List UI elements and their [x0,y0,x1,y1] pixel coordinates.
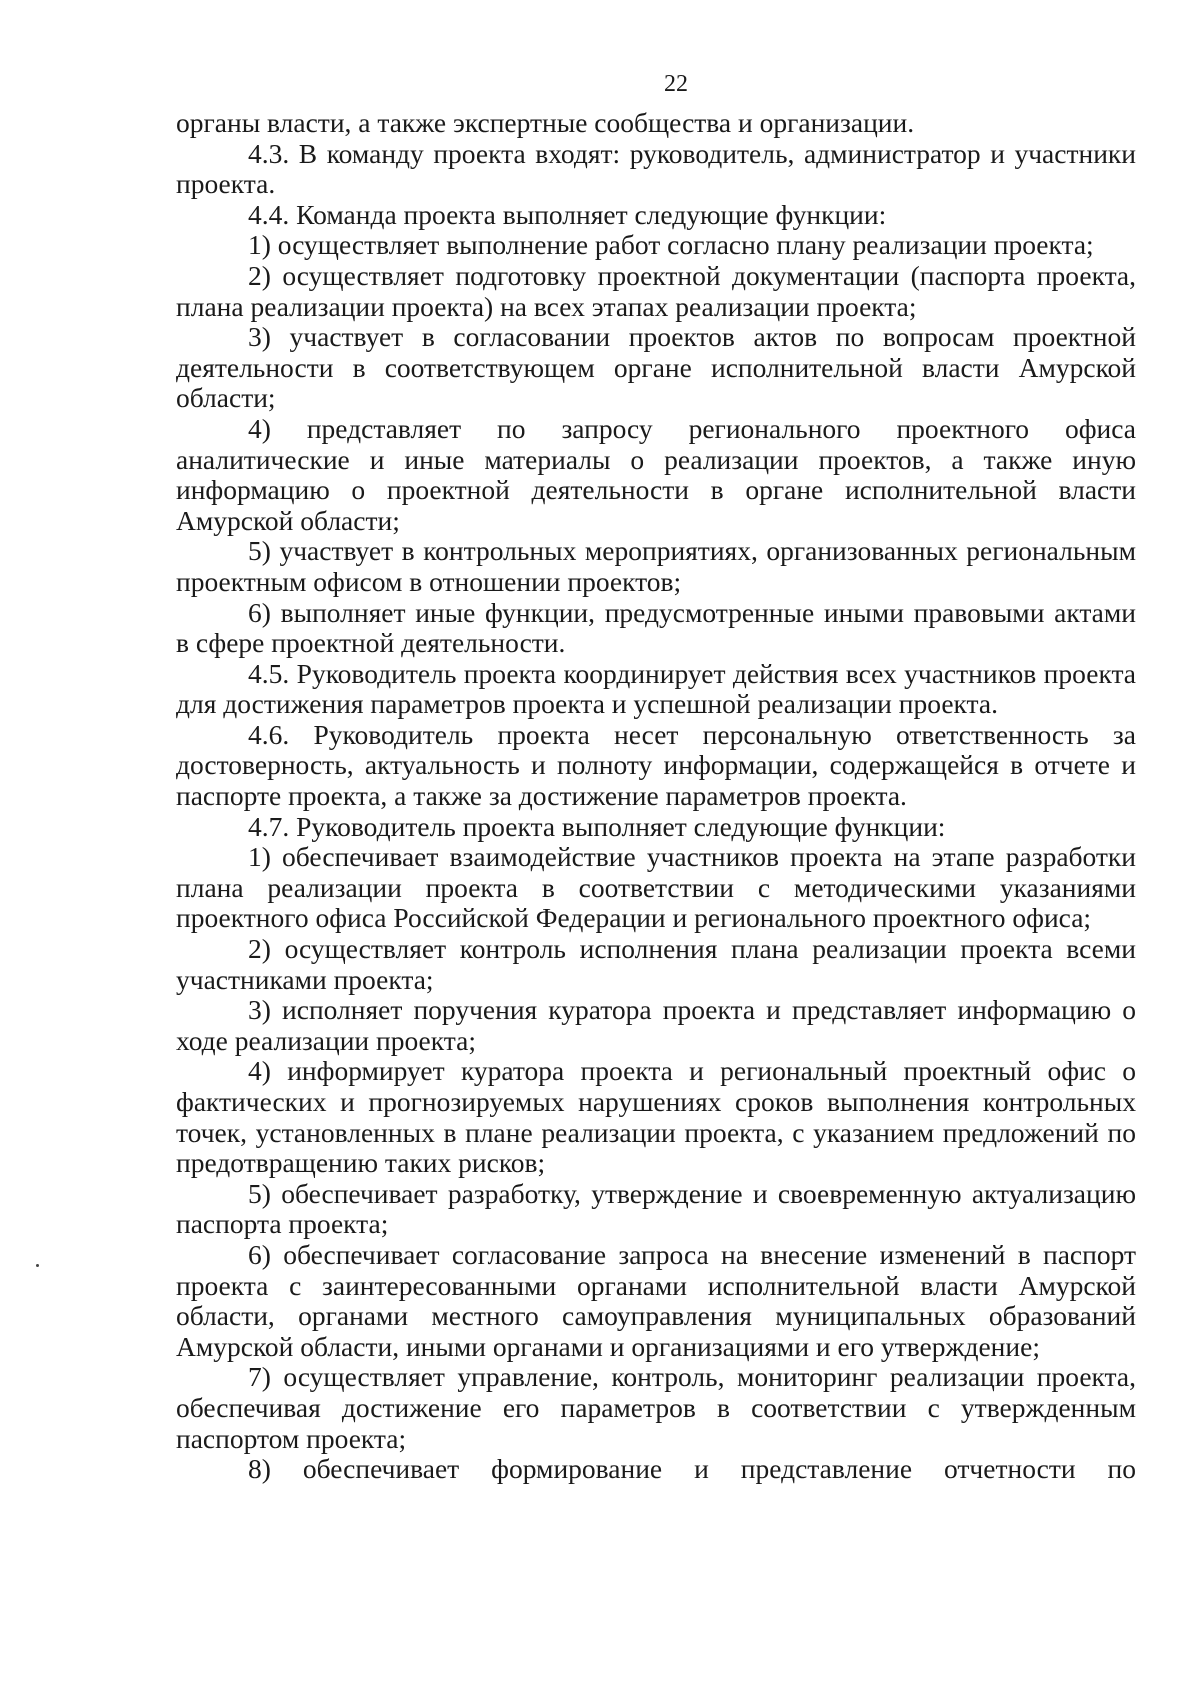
paragraph: 5) участвует в контрольных мероприятиях, организованных региональным проектным офисом в отношении проектов; [176,535,1136,597]
paragraph: 6) обеспечивает согласование запроса на внесение изменений в паспорт проекта с заинтересованными органами исполнительной власти Амурской области, органами местного самоуправления муниципальных образований Амурской области, иными органами и организациями и его утверждение; [176,1238,1136,1362]
paragraph: 4) информирует куратора проекта и региональный проектный офис о фактических и прогнозируемых нарушениях сроков выполнения контрольных точек, установленных в плане реализации проекта, с указанием предложений по предотвращению таких рисков; [176,1055,1136,1179]
paragraph: 3) исполняет поручения куратора проекта и представляет информацию о ходе реализации проекта; [176,994,1136,1056]
paragraph: 4.6. Руководитель проекта несет персональную ответственность за достоверность, актуальность и полноту информации, содержащейся в отчете и паспорте проекта, а также за достижение параметров проекта. [176,718,1136,812]
paragraph: 1) обеспечивает взаимодействие участников проекта на этапе разработки плана реализации проекта в соответствии с методическими указаниями проектного офиса Российской Федерации и регионального проектного офиса; [176,841,1136,934]
paragraph: 4.3. В команду проекта входят: руководитель, администратор и участники проекта. [176,137,1136,200]
paragraph: 4) представляет по запросу регионального проектного офиса аналитические и иные материалы о реализации проектов, а также иную информацию о проектной деятельности в органе исполнительной власти Амурской области; [176,412,1136,536]
paragraph: 3) участвует в согласовании проектов актов по вопросам проектной деятельности в соответствующем органе исполнительной власти Амурской области; [176,321,1136,414]
paragraph: 2) осуществляет контроль исполнения плана реализации проекта всеми участниками проекта; [176,933,1136,995]
paragraph: 8) обеспечивает формирование и представление отчетности по [248,1453,1136,1485]
paragraph: 4.4. Команда проекта выполняет следующие функции: [248,198,887,230]
paragraph: органы власти, а также экспертные сообщества и организации. [176,107,915,138]
paragraph: 4.5. Руководитель проекта координирует действия всех участников проекта для достижения параметров проекта и успешной реализации проекта. [176,657,1136,720]
document-page [176,70,1136,1485]
paragraph: 4.7. Руководитель проекта выполняет следующие функции: [248,810,946,842]
paragraph: 6) выполняет иные функции, предусмотренные иными правовыми актами в сфере проектной деятельности. [176,596,1136,659]
page-number: 22 [664,71,688,97]
paragraph: 2) осуществляет подготовку проектной документации (паспорта проекта, плана реализации проекта) на всех этапах реализации проекта; [176,259,1136,322]
paragraph: 5) обеспечивает разработку, утверждение и своевременную актуализацию паспорта проекта; [176,1177,1136,1240]
scan-speck [36,1264,39,1267]
document-body [176,108,1136,1485]
paragraph: 7) осуществляет управление, контроль, мониторинг реализации проекта, обеспечивая достижение его параметров в соответствии с утвержденным паспортом проекта; [176,1361,1136,1454]
paragraph: 1) осуществляет выполнение работ согласно плану реализации проекта; [248,229,1094,261]
